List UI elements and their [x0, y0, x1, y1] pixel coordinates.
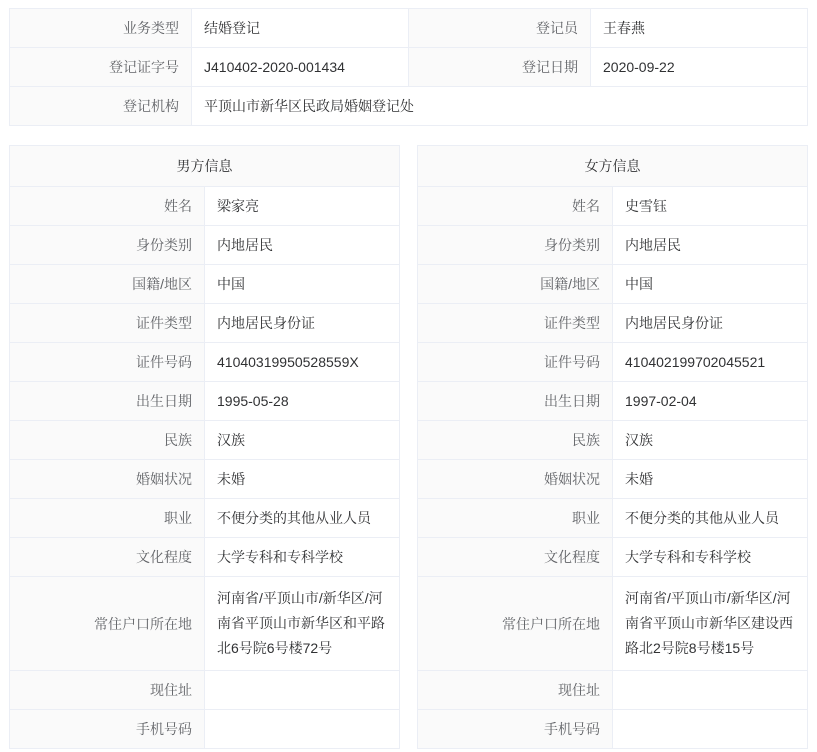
female-name-label: 姓名: [418, 187, 613, 226]
certificate-number-value: J410402-2020-001434: [192, 48, 409, 87]
table-row: [10, 9, 808, 48]
table-row: [10, 226, 400, 265]
registration-office-value: 平顶山市新华区民政局婚姻登记处: [192, 87, 808, 126]
male-ethnicity-value: 汉族: [205, 421, 400, 460]
registrar-label: 登记员: [409, 9, 591, 48]
male-occupation-value: 不便分类的其他从业人员: [205, 499, 400, 538]
female-current-address-label: 现住址: [418, 671, 613, 710]
registrar-value: 王春燕: [591, 9, 808, 48]
female-info-table: [417, 145, 808, 749]
female-ethnicity-label: 民族: [418, 421, 613, 460]
male-id-number-label: 证件号码: [10, 343, 205, 382]
male-info-column: [9, 145, 400, 749]
female-marital-status-value: 未婚: [613, 460, 808, 499]
table-row: [10, 382, 400, 421]
table-row: [10, 671, 400, 710]
table-row: [10, 460, 400, 499]
table-row: [418, 304, 808, 343]
table-row: [10, 304, 400, 343]
male-marital-status-label: 婚姻状况: [10, 460, 205, 499]
male-marital-status-value: 未婚: [205, 460, 400, 499]
male-phone-label: 手机号码: [10, 710, 205, 749]
table-row: [418, 499, 808, 538]
male-identity-category-label: 身份类别: [10, 226, 205, 265]
registration-date-label: 登记日期: [409, 48, 591, 87]
female-info-column: [417, 145, 808, 749]
table-row: [418, 382, 808, 421]
business-type-value: 结婚登记: [192, 9, 409, 48]
table-row: [10, 577, 400, 671]
female-household-address-value: 河南省/平顶山市/新华区/河南省平顶山市新华区建设西路北2号院8号楼15号: [613, 577, 808, 671]
female-nationality-label: 国籍/地区: [418, 265, 613, 304]
female-name-value: 史雪钰: [613, 187, 808, 226]
male-education-label: 文化程度: [10, 538, 205, 577]
registration-summary-table: [9, 8, 808, 126]
table-row: [10, 343, 400, 382]
male-section-title: 男方信息: [10, 146, 400, 187]
table-row: [418, 460, 808, 499]
male-education-value: 大学专科和专科学校: [205, 538, 400, 577]
male-id-type-label: 证件类型: [10, 304, 205, 343]
male-household-address-value: 河南省/平顶山市/新华区/河南省平顶山市新华区和平路北6号院6号楼72号: [205, 577, 400, 671]
female-id-number-value: 410402199702045521: [613, 343, 808, 382]
male-id-type-value: 内地居民身份证: [205, 304, 400, 343]
male-household-address-label: 常住户口所在地: [10, 577, 205, 671]
male-info-table: [9, 145, 400, 749]
female-education-value: 大学专科和专科学校: [613, 538, 808, 577]
male-section-title-row: [10, 146, 400, 187]
female-birth-date-value: 1997-02-04: [613, 382, 808, 421]
female-id-number-label: 证件号码: [418, 343, 613, 382]
table-row: [418, 265, 808, 304]
party-info-section: [9, 145, 808, 749]
female-birth-date-label: 出生日期: [418, 382, 613, 421]
male-name-value: 梁家亮: [205, 187, 400, 226]
table-row: [418, 226, 808, 265]
male-nationality-label: 国籍/地区: [10, 265, 205, 304]
table-row: [418, 343, 808, 382]
certificate-number-label: 登记证字号: [10, 48, 192, 87]
table-row: [418, 671, 808, 710]
table-row: [10, 499, 400, 538]
table-row: [418, 187, 808, 226]
table-row: [418, 538, 808, 577]
male-current-address-label: 现住址: [10, 671, 205, 710]
female-marital-status-label: 婚姻状况: [418, 460, 613, 499]
business-type-label: 业务类型: [10, 9, 192, 48]
table-row: [10, 87, 808, 126]
registration-date-value: 2020-09-22: [591, 48, 808, 87]
table-row: [10, 265, 400, 304]
male-identity-category-value: 内地居民: [205, 226, 400, 265]
female-phone-label: 手机号码: [418, 710, 613, 749]
registration-office-label: 登记机构: [10, 87, 192, 126]
male-nationality-value: 中国: [205, 265, 400, 304]
male-occupation-label: 职业: [10, 499, 205, 538]
table-row: [10, 48, 808, 87]
table-row: [418, 421, 808, 460]
female-education-label: 文化程度: [418, 538, 613, 577]
table-row: [10, 421, 400, 460]
female-nationality-value: 中国: [613, 265, 808, 304]
table-row: [418, 577, 808, 671]
female-section-title: 女方信息: [418, 146, 808, 187]
table-row: [10, 538, 400, 577]
female-identity-category-label: 身份类别: [418, 226, 613, 265]
male-name-label: 姓名: [10, 187, 205, 226]
table-row: [10, 710, 400, 749]
table-row: [418, 710, 808, 749]
female-identity-category-value: 内地居民: [613, 226, 808, 265]
female-occupation-value: 不便分类的其他从业人员: [613, 499, 808, 538]
male-id-number-value: 41040319950528559X: [205, 343, 400, 382]
male-current-address-value: [205, 671, 400, 710]
male-birth-date-label: 出生日期: [10, 382, 205, 421]
female-id-type-value: 内地居民身份证: [613, 304, 808, 343]
female-ethnicity-value: 汉族: [613, 421, 808, 460]
female-occupation-label: 职业: [418, 499, 613, 538]
male-ethnicity-label: 民族: [10, 421, 205, 460]
male-phone-value: [205, 710, 400, 749]
female-id-type-label: 证件类型: [418, 304, 613, 343]
male-birth-date-value: 1995-05-28: [205, 382, 400, 421]
female-current-address-value: [613, 671, 808, 710]
female-household-address-label: 常住户口所在地: [418, 577, 613, 671]
female-section-title-row: [418, 146, 808, 187]
female-phone-value: [613, 710, 808, 749]
table-row: [10, 187, 400, 226]
